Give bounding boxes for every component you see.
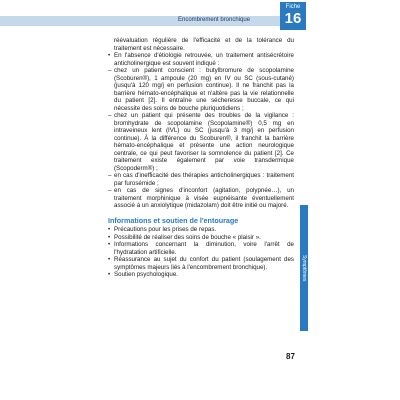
fiche-label: Fiche [285,4,301,10]
section-bullet: • Soutien psychologique. [108,271,294,279]
section-bullet: • Possibilité de réaliser des soins de bouche « plaisir ». [108,234,294,242]
intro-paragraph: réévaluation régulière de l'efficacité et de la tolérance du traitement est nécessaire. [114,37,294,52]
section-heading: Informations et soutien de l'entourage [108,215,239,225]
bullet-treatment: • En l'absence d'étiologie retrouvée, un traitement antisécrétoire anticholinergique est souvent indiqué : [108,52,294,67]
section-bullet: • Réassurance au sujet du confort du patient (soulagement des symptômes majeurs liés à l'encombrement bronchique). [108,256,294,271]
dash-item-furosemide: – en cas d'inefficacité des thérapies anticholinergiques : traitement par furosémide ; [108,172,294,187]
dash-item-conscious: – chez un patient conscient : butylbromure de scopolamine (Scoburen®), 1 ampoule (20 mg) en IV ou SC (sous-cutané) (jusqu'à 120 mg/j en perfusion continue). Il ne franchit pas la barrière hémato-encéphalique et n'altère pas la vie relationnelle du patient [2]. Il entraîne une sécheresse buccale, ce qui nécessite des soins de bouche pluriquotidiens ; [108,67,294,112]
section-bullet: • Informations concernant la diminution, voire l'arrêt de l'hydratation artificielle. [108,241,294,256]
page-number: 87 [286,352,295,361]
document-body [108,37,294,279]
dash-item-discomfort: – en cas de signes d'inconfort (agitation, polypnée…), un traitement morphinique à visée eupnéisante éventuellement associé à un anxiolytique (midazolam) doit être initié ou majoré. [108,187,294,210]
fiche-badge [280,2,306,30]
running-header-title: Encombrement bronchique [178,17,251,23]
side-tab-label: Symptômes [301,254,307,282]
dash-item-vigilance: – chez un patient qui présente des troubles de la vigilance : bromhydrate de scopolamine (Scopolamine®) 0,5 mg en intraveineux lent (IVL) ou SC (jusqu'à 3 mg/j en perfusion continue). À la différence du Scoburen®, il franchit la barrière hémato-encéphalique et présente une action neurologique centrale, ce qui peut favoriser la somnolence du patient [2]. Ce traitement existe également par voie transdermique (Scopoderm®) ; [108,112,294,172]
header-band [0,16,302,26]
fiche-number: 16 [284,10,302,27]
section-bullet: • Précautions pour les prises de repas. [108,226,294,234]
